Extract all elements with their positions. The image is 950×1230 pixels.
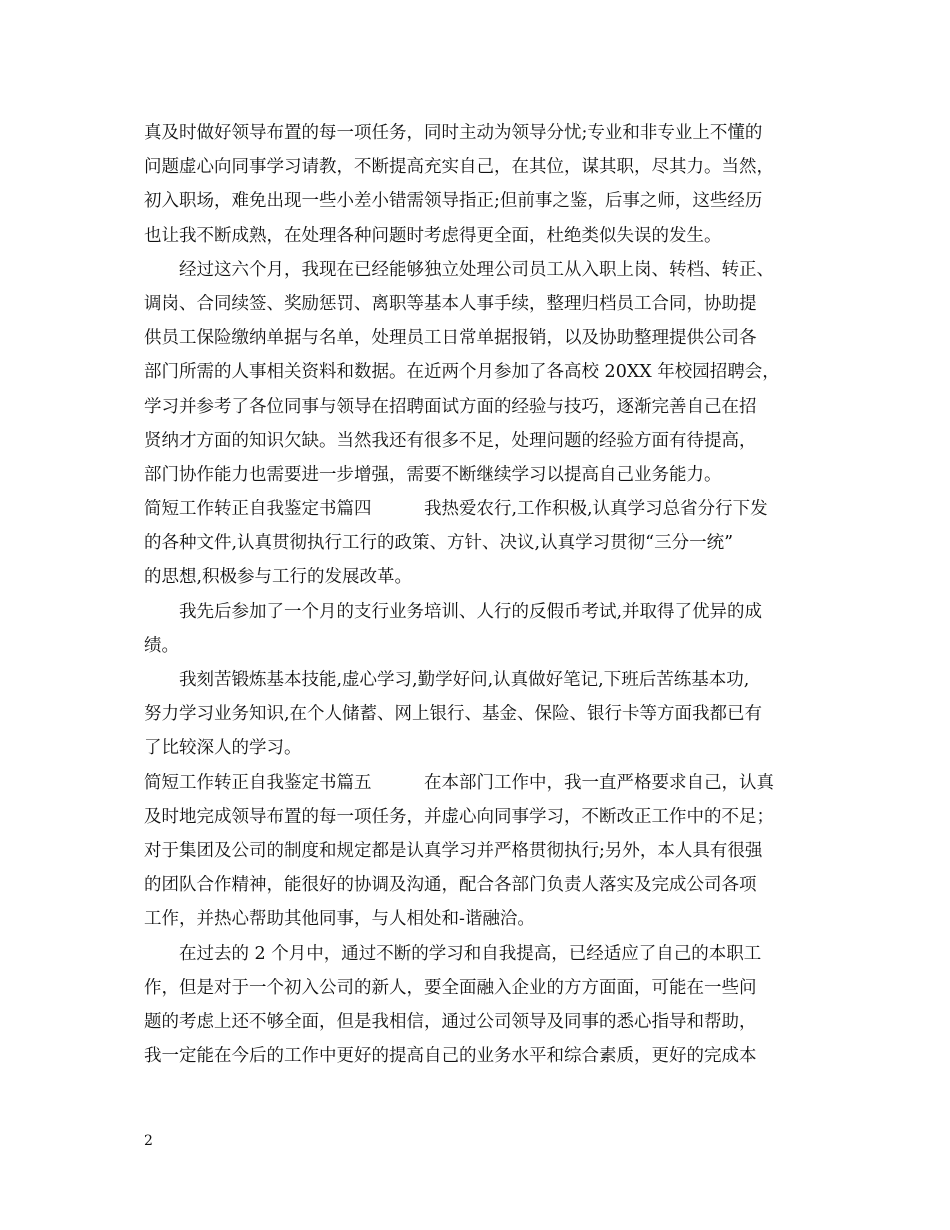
text-line: 贤纳才方面的知识欠缺。当然我还有很多不足，处理问题的经验方面有待提高，	[144, 430, 757, 451]
text-line: 工作，并热心帮助其他同事，与人相处和-谐融洽。	[144, 909, 535, 930]
text-line: 对于集团及公司的制度和规定都是认真学习并严格贯彻执行;另外，本人具有很强	[144, 840, 763, 861]
text-line: 努力学习业务知识,在个人储蓄、网上银行、基金、保险、银行卡等方面我都已有	[144, 704, 763, 725]
body-text	[144, 116, 812, 1073]
text-line: 绩。	[144, 635, 179, 656]
text-line: 我一定能在今后的工作中更好的提高自己的业务水平和综合素质，更好的完成本	[144, 1046, 757, 1067]
text-line: 的团队合作精神，能很好的协调及沟通，配合各部门负责人落实及完成公司各项	[144, 875, 757, 896]
text-line: 题的考虑上还不够全面，但是我相信，通过公司领导及同事的悉心指导和帮助，	[144, 1011, 757, 1032]
text-line: 作，但是对于一个初入公司的新人，要全面融入企业的方方面面，可能在一些问	[144, 977, 757, 998]
page-number: 2	[144, 1133, 153, 1149]
text-line: 了比较深人的学习。	[144, 738, 302, 759]
text-line: 及时地完成领导布置的每一项任务，并虚心向同事学习，不断改正工作中的不足；	[144, 806, 774, 827]
text-line: 的各种文件,认真贯彻执行工行的政策、方针、决议,认真学习贯彻“三分一统”	[144, 533, 734, 554]
text-line: 部门所需的人事相关资料和数据。在近两个月参加了各高校 20XX 年校园招聘会，	[144, 362, 780, 383]
text-line: 经过这六个月，我现在已经能够独立处理公司员工从入职上岗、转档、转正、	[144, 259, 774, 280]
text-line: 学习并参考了各位同事与领导在招聘面试方面的经验与技巧，逐渐完善自己在招	[144, 396, 757, 417]
text-line: 我先后参加了一个月的支行业务培训、人行的反假币考试,并取得了优异的成	[144, 601, 763, 622]
text-line: 初入职场，难免出现一些小差小错需领导指正;但前事之鉴，后事之师，这些经历	[144, 191, 763, 212]
text-line: 在过去的 2 个月中，通过不断的学习和自我提高，已经适应了自己的本职工	[144, 943, 762, 964]
text-line: 问题虚心向同事学习请教，不断提高充实自己，在其位，谋其职，尽其力。当然，	[144, 157, 774, 178]
section-heading-line: 简短工作转正自我鉴定书篇五 在本部门工作中，我一直严格要求自己，认真	[144, 772, 774, 793]
text-line: 供员工保险缴纳单据与名单，处理员工日常单据报销，以及协助整理提供公司各	[144, 328, 757, 349]
section-heading-line: 简短工作转正自我鉴定书篇四 我热爱农行,工作积极,认真学习总省分行下发	[144, 499, 768, 520]
text-line: 调岗、合同续签、奖励惩罚、离职等基本人事手续，整理归档员工合同，协助提	[144, 293, 757, 314]
text-line: 也让我不断成熟，在处理各种问题时考虑得更全面，杜绝类似失误的发生。	[144, 225, 722, 246]
text-line: 真及时做好领导布置的每一项任务，同时主动为领导分忧;专业和非专业上不懂的	[144, 123, 763, 143]
text-line: 部门协作能力也需要进一步增强，需要不断继续学习以提高自己业务能力。	[144, 464, 722, 485]
text-line: 我刻苦锻炼基本技能,虚心学习,勤学好问,认真做好笔记,下班后苦练基本功,	[144, 670, 750, 690]
text-line: 的思想,积极参与工行的发展改革。	[144, 567, 413, 588]
